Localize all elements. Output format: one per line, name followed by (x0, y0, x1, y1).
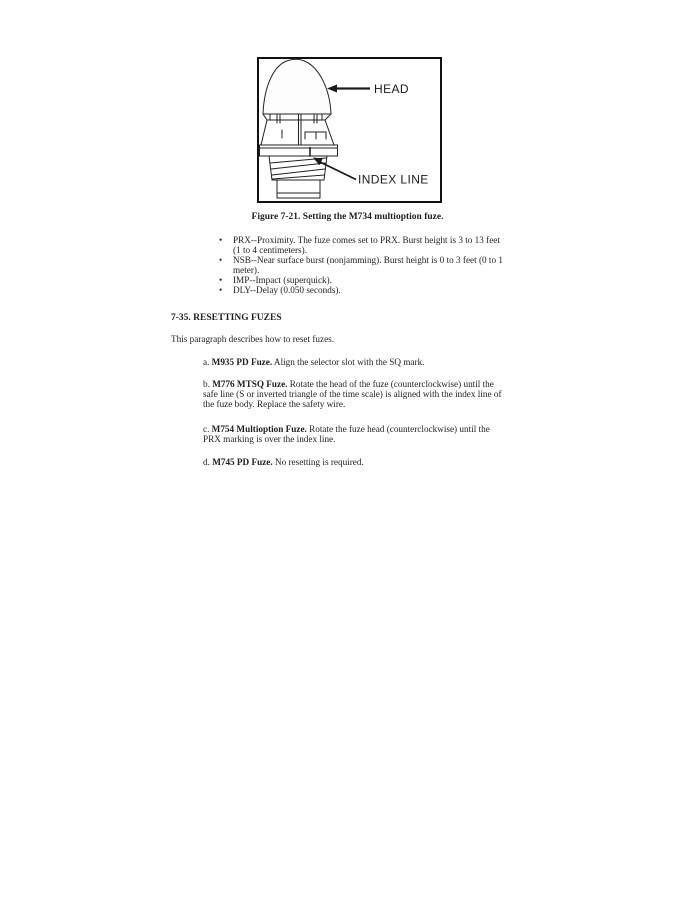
bullet-icon: • (219, 275, 223, 285)
bullet-item-dly (219, 285, 529, 295)
paragraph-line (203, 357, 543, 367)
bullet-text: PRX--Proximity. The fuze comes set to PRX. Burst height is 3 to 13 feet (233, 235, 500, 245)
bullet-item-imp (219, 275, 529, 285)
head-label: HEAD (374, 82, 409, 96)
paragraph-rest: No resetting is required. (272, 457, 364, 467)
paragraph-lead: M754 Multioption Fuze. (211, 424, 307, 434)
bullet-text: NSB--Near surface burst (nonjamming). Burst height is 0 to 3 feet (0 to 1 (233, 255, 503, 265)
figure-caption: Figure 7-21. Setting the M734 multioption fuze. (251, 212, 444, 222)
paragraph-line (203, 424, 543, 434)
paragraph-d (203, 457, 543, 467)
bullet-icon: • (219, 235, 223, 245)
bullet-item-nsb (219, 255, 529, 275)
paragraph-b (203, 379, 543, 409)
paragraph-lead: M745 PD Fuze. (212, 457, 273, 467)
paragraph-prefix: b. (203, 379, 213, 389)
paragraph-a (203, 357, 543, 367)
section-heading: 7-35. RESETTING FUZES (171, 313, 282, 323)
paragraph-lead: M935 PD Fuze. (211, 357, 273, 367)
paragraph-line (203, 379, 543, 389)
bullet-icon: • (219, 255, 223, 265)
paragraph-rest: Rotate the fuze head (counterclockwise) until the (306, 424, 490, 434)
paragraph-line: PRX marking is over the index line. (203, 434, 336, 444)
paragraph-line (203, 457, 543, 467)
bullet-text: (1 to 4 centimeters). (233, 245, 307, 255)
paragraph-rest: Rotate the head of the fuze (counterclockwise) until the (287, 379, 494, 389)
bullet-text: IMP--Impact (superquick). (233, 275, 332, 285)
paragraph-line: the fuze body. Replace the safety wire. (203, 399, 346, 409)
bullet-text: meter). (233, 265, 260, 275)
bullet-text: DLY--Delay (0.050 seconds). (233, 285, 341, 295)
paragraph-lead: M776 MTSQ Fuze. (212, 379, 288, 389)
index-line-label: INDEX LINE (358, 172, 429, 187)
fuze-diagram (257, 57, 442, 203)
section-intro: This paragraph describes how to reset fuzes. (171, 334, 335, 344)
bullet-item-prx (219, 235, 529, 255)
paragraph-prefix: c. (203, 424, 212, 434)
paragraph-c (203, 424, 543, 444)
bullet-icon: • (219, 285, 223, 295)
paragraph-line: safe line (S or inverted triangle of the time scale) is aligned with the index line of (203, 389, 502, 399)
bullet-list (219, 235, 529, 295)
paragraph-rest: Align the selector slot with the SQ mark. (272, 357, 425, 367)
paragraph-prefix: d. (203, 457, 213, 467)
paragraph-prefix: a. (203, 357, 212, 367)
figure-7-21-box (257, 57, 442, 203)
